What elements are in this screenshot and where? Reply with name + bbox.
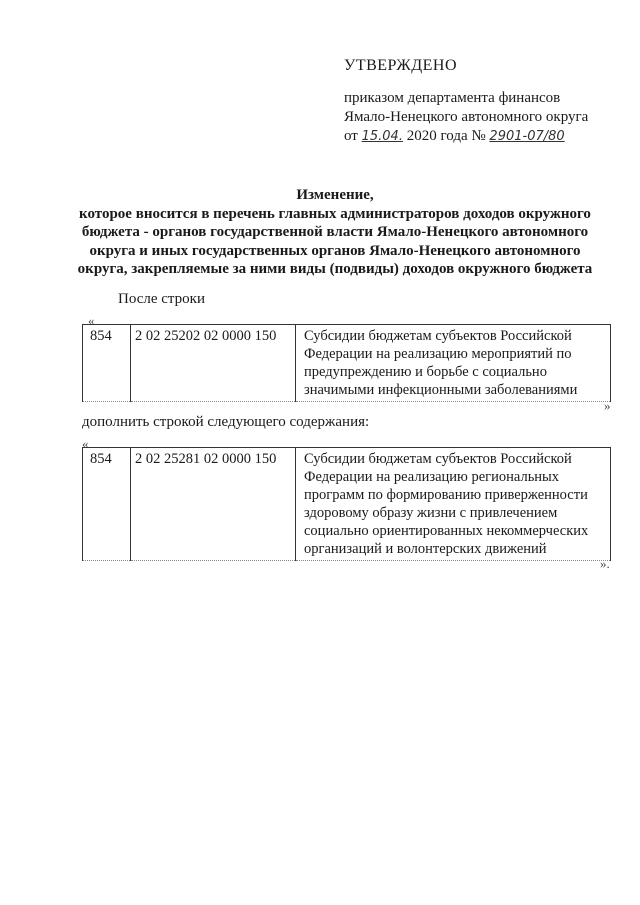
revenue-code-cell: 2 02 25202 02 0000 150 [131,325,296,402]
add-row-label: дополнить строкой следующего содержания: [82,414,370,430]
title-line-1: Изменение, [296,187,374,203]
table-row [83,448,611,561]
handwritten-order-number: 2901-07/80 [489,129,565,144]
handwritten-date: 15.04. [361,129,403,144]
approval-date-line [344,127,588,146]
admin-code-cell: 854 [83,325,131,402]
title-line-2: которое вносится в перечень главных администраторов доходов окружного [79,205,591,222]
title-line-3: бюджета - органов государственной власти Ямало-Ненецкого автономного [81,224,589,240]
admin-code-cell: 854 [83,448,131,561]
quote-open-2: « [82,436,89,451]
table-row [83,325,611,402]
document-title [60,186,610,279]
revenue-name-cell: Субсидии бюджетам субъектов Российской Федерации на реализацию мероприятий по предупреждению и борьбе с социально значимыми инфекционными заболеваниями [296,325,611,402]
after-row-label: После строки [118,291,205,307]
approval-from: от [344,128,358,144]
quote-close-1: » [604,398,611,413]
title-line-4: округа и иных государственных органов Ямало-Ненецкого автономного [89,242,581,259]
revenue-name-cell: Субсидии бюджетам субъектов Российской Федерации на реализацию региональных программ по формированию приверженности здоровому образу жизни с привлечением социально ориентированных некоммерческих организаций и волонтерских движений [296,448,611,561]
approval-year: 2020 года № [406,128,486,144]
budget-table-2 [82,447,611,561]
approval-line-2: Ямало-Ненецкого автономного округа [344,109,589,125]
quote-close-2: ». [600,556,610,571]
revenue-code-cell: 2 02 25281 02 0000 150 [131,448,296,561]
title-line-5: округа, закрепляемые за ними виды (подвиды) доходов окружного бюджета [77,261,593,277]
approval-block [344,56,588,146]
approval-line-1: приказом департамента финансов [344,90,561,106]
quote-open-1: « [88,313,95,328]
budget-table-1 [82,324,611,402]
approval-heading: УТВЕРЖДЕНО [344,57,458,74]
